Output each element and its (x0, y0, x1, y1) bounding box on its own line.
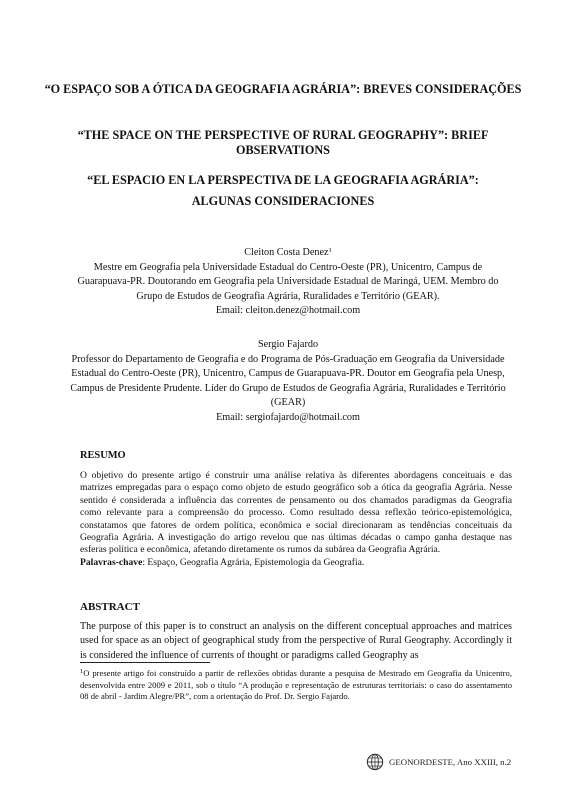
title-spanish-line2: ALGUNAS CONSIDERACIONES (191, 194, 375, 208)
author-email: Email: sergiofajardo@hotmail.com (216, 411, 360, 423)
abstract-body: The purpose of this paper is to construct an analysis on the different conceptual approaches and matrices used for space as an object of geographical study from the perspective of Rural Geography. Accordingly it is considered the influence of currents of thought or paradigms called Geography as (80, 621, 512, 661)
title-spanish-line1: “EL ESPACIO EN LA PERSPECTIVA DE LA GEOGRAFIA AGRÁRIA”: (87, 173, 479, 187)
journal-footer (366, 752, 526, 774)
keywords-text: : Espaço, Geografia Agrária, Epistemologia da Geografia. (142, 556, 365, 568)
author-name-line (70, 246, 506, 261)
title-portuguese: “O ESPAÇO SOB A ÓTICA DA GEOGRAFIA AGRÁRIA”: BREVES CONSIDERAÇÕES (44, 82, 522, 96)
resumo-section (80, 470, 512, 569)
keywords-line (80, 557, 512, 569)
resumo-heading: RESUMO (80, 450, 126, 461)
keywords-label: Palavras-chave (80, 556, 143, 568)
resumo-body: O objetivo do presente artigo é construir uma análise relativa às diferentes abordagens conceituais e das matrizes empregadas para o espaço como objeto de estudo geográfico sob a ótica da geografia Agrária. Nesse sentido é considerada a influência das correntes de pensamento ou dos chamados paradigmas da Geografia como relevante para a compreensão do processo. Como resultado dessa reflexão teórico-epistemológica, constatamos que fatores de ordem política, econômica e social direcionaram as tendências conceituais da Geografia Agrária. A investigação do artigo revelou que nas últimas décadas o campo ganha destaque nas esferas política e econômica, afetando diretamente os rumos da subárea da Geografia Agrária. (80, 470, 512, 556)
footnote-text: O presente artigo foi construído a partir de reflexões obtidas durante a pesquisa de Mestrado em Geografia da Unicentro, desenvolvida entre 2009 e 2011, sob o título “A produção e representação de estruturas territoriais: o caso do assentamento 08 de abril - Jardim Alegre/PR”, com a orientação do Prof. Dr. Sergio Fajardo. (80, 668, 512, 702)
author-block-denez (70, 246, 506, 319)
footnote-reference-mark: 1 (328, 247, 332, 254)
author-name: Cleiton Costa Denez (244, 247, 329, 258)
title-english: “THE SPACE ON THE PERSPECTIVE OF RURAL GEOGRAPHY”: BRIEF OBSERVATIONS (77, 128, 489, 157)
author-name: Sergio Fajardo (257, 339, 319, 350)
author-email: Email: cleiton.denez@hotmail.com (215, 305, 361, 316)
author-affiliation: Professor do Departamento de Geografia e do Programa de Pós-Graduação em Geografia da Universidade Estadual do Centro-Oeste (PR), Unicentro, Campus de Guarapuava-PR. Doutor em Geografia pela Unesp, Campus de Presidente Prudente. Líder do Grupo de Estudos de Geografia Agrária, Ruralidades e Território (GEAR) (70, 353, 506, 408)
globe-logo-icon (366, 753, 384, 771)
author-block-fajardo (70, 338, 506, 425)
footnote-divider (80, 662, 210, 663)
title-spanish (40, 173, 526, 209)
author-affiliation: Mestre em Geografia pela Universidade Estadual do Centro-Oeste (PR), Unicentro, Campus de Guarapuava-PR. Doutorando em Geografia pela Universidade Estadual de Maringá, UEM. Membro do Grupo de Estudos de Geografia Agrária, Ruralidades e Território (GEAR). (77, 261, 499, 302)
journal-issue-label: GEONORDESTE, Ano XXIII, n.2 (389, 757, 512, 767)
footnote (80, 668, 512, 703)
footnote-mark: 1 (80, 668, 84, 675)
abstract-heading: ABSTRACT (80, 601, 140, 613)
